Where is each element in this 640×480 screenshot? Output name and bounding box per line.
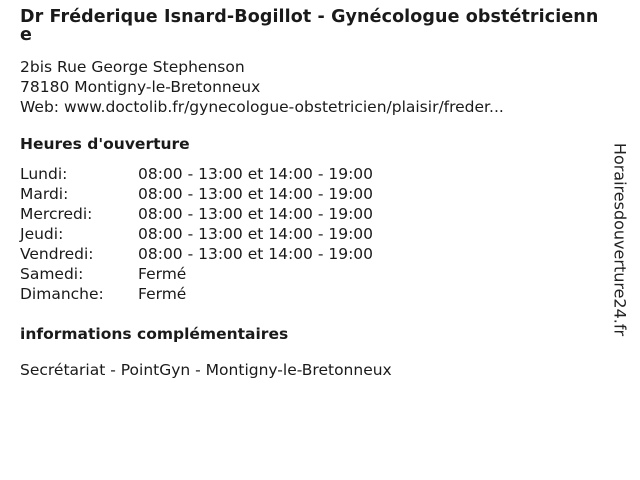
address-block [20, 57, 610, 117]
hours-row [20, 224, 610, 244]
day-label: Mardi: [20, 185, 69, 203]
day-label: Samedi: [20, 265, 84, 283]
hours-table [20, 164, 610, 304]
business-title: Dr Fréderique Isnard-Bogillot - Gynécologue obstétricienne [20, 7, 599, 45]
day-hours: 08:00 - 13:00 et 14:00 - 19:00 [138, 245, 374, 263]
day-label: Lundi: [20, 165, 68, 183]
street-address: 2bis Rue George Stephenson [20, 58, 245, 76]
day-hours: Fermé [138, 265, 187, 283]
hours-row [20, 264, 610, 284]
day-hours: 08:00 - 13:00 et 14:00 - 19:00 [138, 205, 374, 223]
day-hours: 08:00 - 13:00 et 14:00 - 19:00 [138, 225, 374, 243]
info-heading: informations complémentaires [20, 325, 289, 343]
info-text: Secrétariat - PointGyn - Montigny-le-Bretonneux [20, 361, 392, 379]
day-hours: Fermé [138, 285, 187, 303]
web-link[interactable]: Web: www.doctolib.fr/gynecologue-obstetricien/plaisir/freder... [20, 98, 504, 116]
day-label: Vendredi: [20, 245, 94, 263]
day-label: Jeudi: [20, 225, 64, 243]
hours-row [20, 164, 610, 184]
hours-row [20, 284, 610, 304]
day-label: Dimanche: [20, 285, 104, 303]
site-watermark: Horairesdouverture24.fr [610, 142, 630, 337]
hours-row [20, 184, 610, 204]
day-hours: 08:00 - 13:00 et 14:00 - 19:00 [138, 185, 374, 203]
hours-row [20, 204, 610, 224]
city-address: 78180 Montigny-le-Bretonneux [20, 78, 261, 96]
hours-heading: Heures d'ouverture [20, 135, 190, 153]
day-label: Mercredi: [20, 205, 93, 223]
business-card [20, 0, 610, 380]
day-hours: 08:00 - 13:00 et 14:00 - 19:00 [138, 165, 374, 183]
hours-row [20, 244, 610, 264]
